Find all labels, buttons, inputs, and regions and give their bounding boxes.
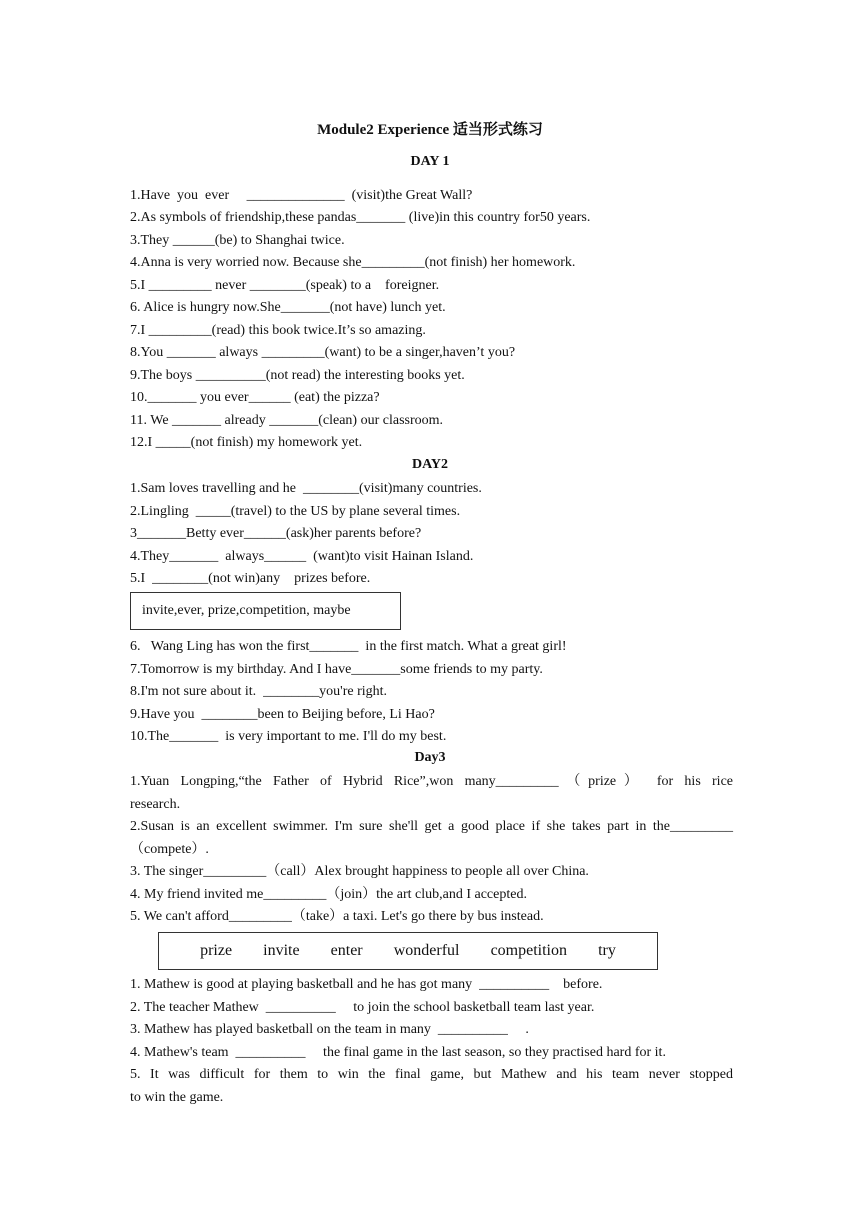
- word-box-word: enter: [330, 942, 363, 959]
- day1-item-11: 11. We _______ already _______(clean) our classroom.: [130, 413, 444, 428]
- mathew-item-5-line1: 5. It was difficult for them to win the final game, but Mathew and his team never stopped: [130, 1067, 733, 1082]
- day1-item-7: 7.I _________(read) this book twice.It’s so amazing.: [130, 323, 426, 338]
- day1-item-8: 8.You _______ always _________(want) to be a singer,haven’t you?: [130, 345, 516, 360]
- day2-heading: DAY2: [411, 457, 449, 472]
- day1-item-1: 1.Have you ever ______________ (visit)the Great Wall?: [130, 188, 473, 203]
- day2-item-7: 7.Tomorrow is my birthday. And I have_______some friends to my party.: [130, 662, 543, 677]
- day2-item-3: 3_______Betty ever______(ask)her parents before?: [130, 526, 422, 541]
- page-title: Module2 Experience 适当形式练习: [317, 122, 543, 138]
- mathew-item-5-line2: to win the game.: [130, 1090, 224, 1105]
- day1-item-4: 4.Anna is very worried now. Because she_________(not finish) her homework.: [130, 255, 576, 270]
- word-box-word: wonderful: [393, 942, 460, 959]
- day1-item-5: 5.I _________ never ________(speak) to a foreigner.: [130, 278, 440, 293]
- day2-item-9: 9.Have you ________been to Beijing before, Li Hao?: [130, 707, 435, 722]
- word-box-word: competition: [490, 942, 567, 959]
- mathew-item-2: 2. The teacher Mathew __________ to join the school basketball team last year.: [130, 1000, 595, 1015]
- day3-item-4: 4. My friend invited me_________（join）the art club,and I accepted.: [130, 887, 527, 902]
- day2-item-5: 5.I ________(not win)any prizes before.: [130, 571, 371, 586]
- day3-item-5: 5. We can't afford_________（take）a taxi. Let's go there by bus instead.: [130, 909, 544, 924]
- day3-item-2-line2: （compete）.: [130, 842, 209, 857]
- day1-item-12: 12.I _____(not finish) my homework yet.: [130, 435, 363, 450]
- day2-item-2: 2.Lingling _____(travel) to the US by plane several times.: [130, 504, 461, 519]
- day3-item-3: 3. The singer_________（call）Alex brought happiness to people all over China.: [130, 864, 589, 879]
- day1-item-9: 9.The boys __________(not read) the interesting books yet.: [130, 368, 465, 383]
- day3-word-box: [158, 932, 658, 970]
- word-box-word: invite: [263, 942, 300, 959]
- day1-heading: DAY 1: [410, 154, 450, 169]
- day2-word-box: invite,ever, prize,competition, maybe: [130, 592, 401, 630]
- day1-item-10: 10._______ you ever______ (eat) the pizza?: [130, 390, 380, 405]
- day1-item-2: 2.As symbols of friendship,these pandas_______ (live)in this country for50 years.: [130, 210, 591, 225]
- mathew-item-1: 1. Mathew is good at playing basketball and he has got many __________ before.: [130, 977, 603, 992]
- mathew-item-3: 3. Mathew has played basketball on the team in many __________ .: [130, 1022, 529, 1037]
- day2-item-8: 8.I'm not sure about it. ________you're right.: [130, 684, 388, 699]
- day2-item-1: 1.Sam loves travelling and he ________(visit)many countries.: [130, 481, 482, 496]
- day2-item-6: 6. Wang Ling has won the first_______ in the first match. What a great girl!: [130, 639, 567, 654]
- day3-item-1-line1: 1.Yuan Longping,“the Father of Hybrid Rice”,won many_________（prize） for his rice: [130, 774, 733, 789]
- day3-item-2-line1: 2.Susan is an excellent swimmer. I'm sure she'll get a good place if she takes part in the_________: [130, 819, 733, 834]
- mathew-item-4: 4. Mathew's team __________ the final game in the last season, so they practised hard for it.: [130, 1045, 666, 1060]
- word-box-word: prize: [200, 942, 233, 959]
- word-box-word: try: [598, 942, 616, 959]
- day1-item-3: 3.They ______(be) to Shanghai twice.: [130, 233, 345, 248]
- day3-heading: Day3: [414, 750, 446, 765]
- day3-item-1-line2: research.: [130, 797, 181, 812]
- day2-item-10: 10.The_______ is very important to me. I'll do my best.: [130, 729, 447, 744]
- day2-item-4: 4.They_______ always______ (want)to visit Hainan Island.: [130, 549, 474, 564]
- day1-item-6: 6. Alice is hungry now.She_______(not have) lunch yet.: [130, 300, 446, 315]
